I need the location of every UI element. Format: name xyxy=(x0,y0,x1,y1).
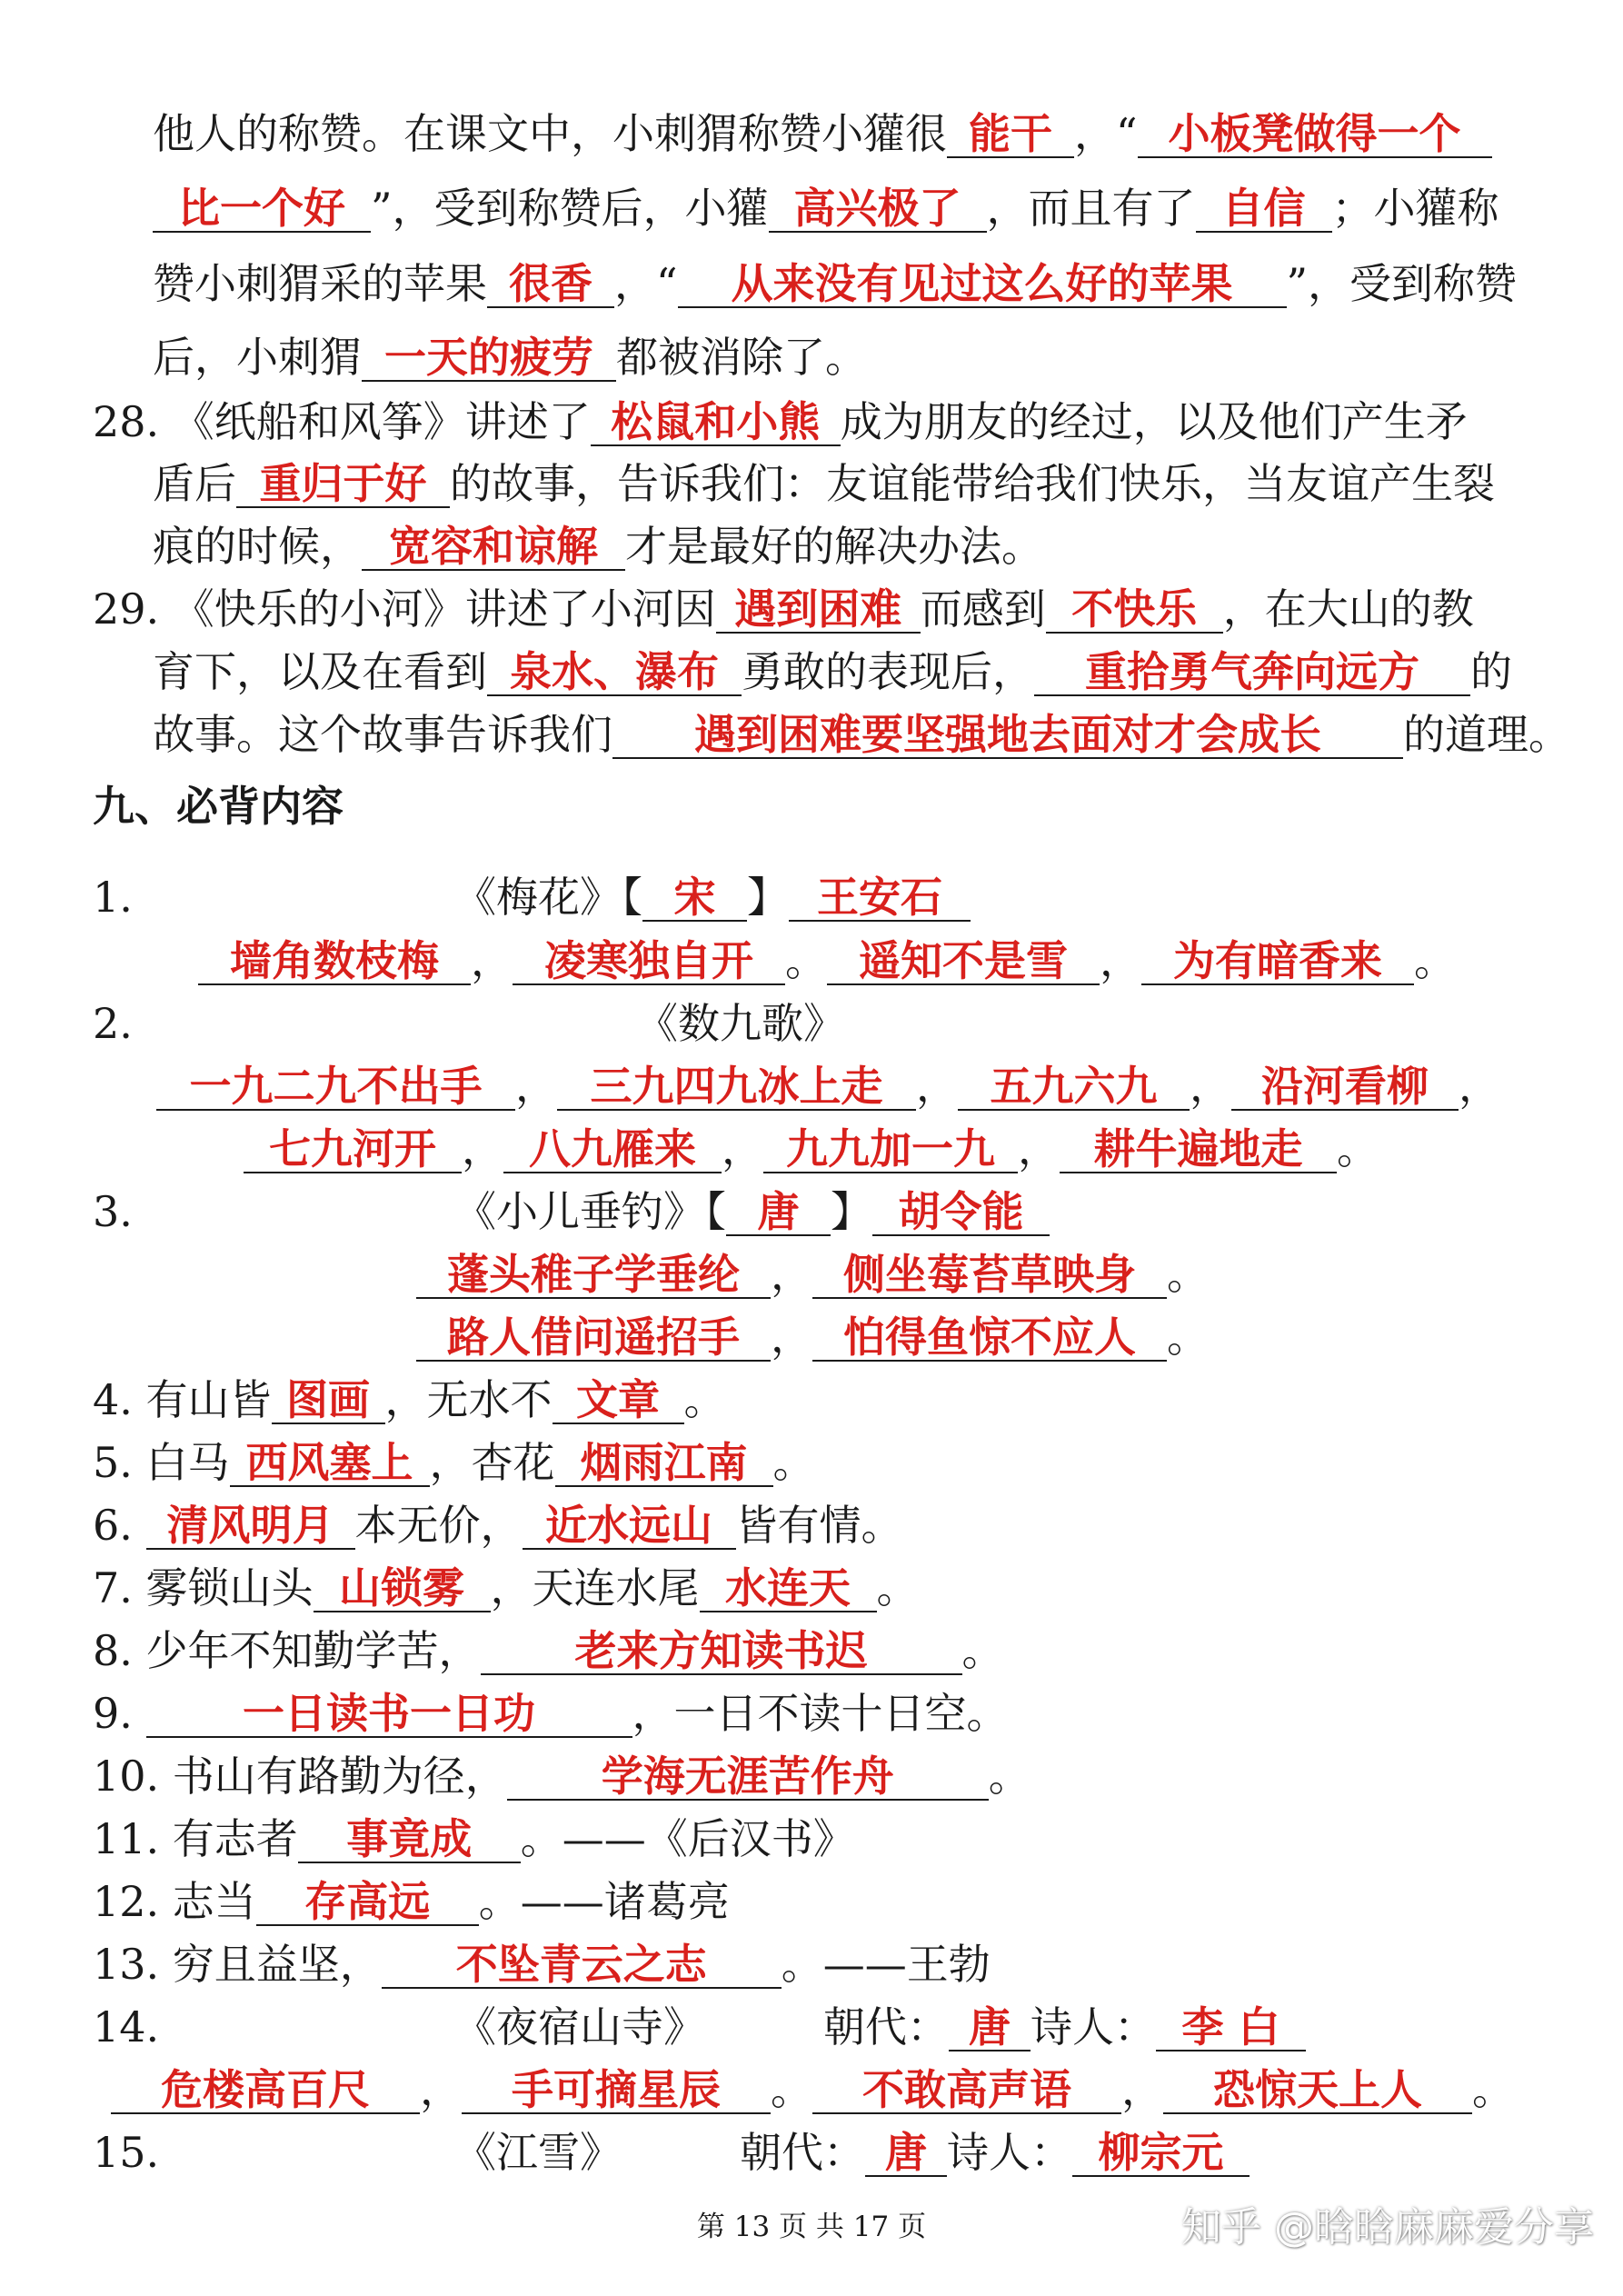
line-text: 11. 有志者 xyxy=(93,1814,298,1863)
line-text: 都被消除了。 xyxy=(616,333,867,382)
answer-blank: 恐惊天上人 xyxy=(1163,2067,1472,2114)
text-line xyxy=(244,1123,1379,1175)
text-line xyxy=(93,2126,159,2179)
answer-blank: 怕得鱼惊不应人 xyxy=(812,1314,1167,1362)
line-text: 12. 志当 xyxy=(93,1877,256,1926)
line-text: 《夜宿山寺》 xyxy=(454,2002,705,2051)
line-text: 。 xyxy=(988,1752,1031,1801)
line-text: 。 xyxy=(876,1563,919,1612)
answer-blank: 小板凳做得一个 xyxy=(1138,111,1492,158)
answer-blank: 烟雨江南 xyxy=(555,1440,773,1487)
line-text: 皆有情。 xyxy=(735,1501,903,1550)
line-text: 5. 白马 xyxy=(93,1438,230,1487)
line-text: 《江雪》 xyxy=(454,2128,622,2177)
line-text: ，而且有了 xyxy=(986,184,1196,233)
text-line xyxy=(93,2001,159,2053)
answer-blank: 比一个好 xyxy=(153,185,371,233)
answer-blank: 遇到困难要坚强地去面对才会成长 xyxy=(612,712,1403,759)
answer-blank: 七九河开 xyxy=(244,1126,462,1173)
line-text: 。 xyxy=(961,1626,1004,1675)
line-text: ， xyxy=(916,1062,958,1111)
text-line xyxy=(93,1938,991,1991)
line-text: 诗人： xyxy=(1031,2002,1156,2051)
answer-blank: 不快乐 xyxy=(1046,586,1223,634)
answer-blank: 泉水、瀑布 xyxy=(487,649,742,696)
answer-blank: 松鼠和小熊 xyxy=(591,399,841,446)
line-text: ；小獾称 xyxy=(1331,184,1499,233)
answer-blank: 山锁雾 xyxy=(314,1565,491,1612)
text-line xyxy=(454,2001,1306,2053)
answer-blank: 自信 xyxy=(1196,185,1332,233)
line-text: ，天连水尾 xyxy=(490,1563,700,1612)
text-line xyxy=(93,1436,815,1489)
answer-blank: 唐 xyxy=(726,1189,831,1236)
text-line xyxy=(156,1060,1500,1113)
line-text: 。 xyxy=(1167,1250,1209,1299)
line-text: ， xyxy=(471,936,513,985)
answer-blank: 老来方知读书迟 xyxy=(481,1628,962,1675)
line-text: 28. 《纸船和风筝》讲述了 xyxy=(93,397,591,446)
answer-blank: 重拾勇气奔向远方 xyxy=(1034,649,1470,696)
line-text: 的 xyxy=(1470,647,1512,696)
line-text: ， xyxy=(771,1313,812,1362)
line-text: ，杏花 xyxy=(429,1438,555,1487)
answer-blank: 近水远山 xyxy=(523,1502,736,1550)
line-text: 育下，以及在看到 xyxy=(153,647,487,696)
answer-blank: 西风塞上 xyxy=(230,1440,430,1487)
answer-blank: 手可摘星辰 xyxy=(462,2067,771,2114)
text-line xyxy=(153,645,1512,698)
line-text: 】 xyxy=(747,873,789,922)
line-text: ，“ xyxy=(1074,109,1138,158)
answer-blank: 八九雁来 xyxy=(503,1126,722,1173)
answer-blank: 文章 xyxy=(553,1377,684,1424)
answer-blank: 水连天 xyxy=(700,1565,877,1612)
line-text: 他人的称赞。在课文中，小刺猬称赞小獾很 xyxy=(153,109,947,158)
answer-blank: 一天的疲劳 xyxy=(362,334,616,382)
line-text: 。 xyxy=(772,1438,815,1487)
line-text: ， xyxy=(1100,936,1141,985)
line-text: ， xyxy=(515,1062,557,1111)
line-text: ”，受到称赞 xyxy=(1286,259,1518,308)
line-text: 。——《后汉书》 xyxy=(520,1814,855,1863)
answer-blank: 很香 xyxy=(487,261,614,308)
line-text: 。 xyxy=(771,2065,812,2114)
text-line xyxy=(454,2126,1250,2179)
line-text: 13. 穷且益坚， xyxy=(93,1940,382,1989)
answer-blank: 耕牛遍地走 xyxy=(1060,1126,1337,1173)
line-text: 故事。这个故事告诉我们 xyxy=(153,710,612,759)
line-text: 朝代： xyxy=(740,2128,865,2177)
text-line xyxy=(93,1875,730,1928)
line-text: 】 xyxy=(831,1187,872,1236)
line-text: ， xyxy=(1018,1124,1060,1173)
line-text: 的道理。 xyxy=(1403,710,1570,759)
line-text: ， xyxy=(771,1250,812,1299)
line-text: 7. 雾锁山头 xyxy=(93,1563,314,1612)
answer-blank: 墙角数枝梅 xyxy=(198,938,471,985)
line-text: 。 xyxy=(1414,936,1456,985)
answer-blank: 不敢高声语 xyxy=(812,2067,1121,2114)
answer-blank: 侧坐莓苔草映身 xyxy=(812,1252,1167,1299)
text-line xyxy=(454,871,971,923)
line-text: 。 xyxy=(1167,1313,1209,1362)
answer-blank: 重归于好 xyxy=(236,461,450,508)
answer-blank: 能干 xyxy=(947,111,1074,158)
text-line xyxy=(93,1499,903,1552)
answer-blank: 蓬头稚子学垂纶 xyxy=(416,1252,771,1299)
text-line xyxy=(93,1562,919,1614)
line-text: 2. xyxy=(93,999,133,1048)
text-line xyxy=(153,182,1499,235)
line-text: 。——诸葛亮 xyxy=(478,1877,730,1926)
line-text: ， xyxy=(462,1124,503,1173)
line-text: 《数九歌》 xyxy=(636,999,845,1048)
line-text: 3. xyxy=(93,1187,133,1236)
line-text: 。 xyxy=(785,936,827,985)
text-line xyxy=(93,1687,1009,1740)
line-text: ，一日不读十日空。 xyxy=(632,1689,1009,1738)
text-line xyxy=(93,1185,133,1238)
line-text: 《小儿垂钓》【 xyxy=(454,1187,726,1236)
line-text: 4. 有山皆 xyxy=(93,1375,272,1424)
answer-blank: 凌寒独自开 xyxy=(513,938,785,985)
line-text: 赞小刺猬采的苹果 xyxy=(153,259,487,308)
line-text: 朝代： xyxy=(823,2002,949,2051)
line-text: 。 xyxy=(683,1375,726,1424)
page-footer: 第 13 页 共 17 页 xyxy=(696,2211,927,2243)
text-line xyxy=(198,934,1456,987)
answer-blank: 危楼高百尺 xyxy=(111,2067,420,2114)
text-line xyxy=(153,257,1517,310)
answer-blank: 图画 xyxy=(272,1377,385,1424)
line-text: 15. xyxy=(93,2128,160,2177)
text-line xyxy=(153,520,1043,573)
line-text: 14. xyxy=(93,2002,160,2051)
line-text: 10. 书山有路勤为径， xyxy=(93,1752,507,1801)
text-line xyxy=(153,708,1570,761)
answer-blank: 存高远 xyxy=(256,1879,479,1926)
line-text: 才是最好的解决办法。 xyxy=(625,522,1043,571)
answer-blank: 唐 xyxy=(865,2130,947,2177)
answer-blank: 清风明月 xyxy=(146,1502,355,1550)
text-line xyxy=(93,1624,1004,1677)
answer-blank: 胡令能 xyxy=(872,1189,1050,1236)
text-line xyxy=(93,1373,726,1426)
line-text: 《梅花》【 xyxy=(454,873,642,922)
answer-blank: 一九二九不出手 xyxy=(156,1063,515,1111)
line-text: ， xyxy=(1190,1062,1231,1111)
line-text: 勇敢的表现后， xyxy=(742,647,1034,696)
line-text: ， xyxy=(1121,2065,1163,2114)
text-line xyxy=(93,997,133,1050)
text-line xyxy=(93,1812,855,1865)
answer-blank: 从来没有见过这么好的苹果 xyxy=(678,261,1287,308)
text-line xyxy=(93,395,1468,448)
text-line xyxy=(416,1248,1209,1301)
text-line xyxy=(111,2063,1514,2116)
text-line xyxy=(93,871,133,923)
line-text: ，“ xyxy=(614,259,678,308)
answer-blank: 为有暗香来 xyxy=(1141,938,1414,985)
answer-blank: 学海无涯苦作舟 xyxy=(507,1753,989,1801)
line-text: 而感到 xyxy=(920,584,1046,634)
line-text: ， xyxy=(420,2065,462,2114)
answer-blank: 柳宗元 xyxy=(1072,2130,1250,2177)
line-text: 。 xyxy=(1472,2065,1514,2114)
text-line xyxy=(153,331,867,384)
answer-blank: 不坠青云之志 xyxy=(382,1942,782,1989)
line-text: 痕的时候， xyxy=(153,522,362,571)
line-text: 9. xyxy=(93,1689,146,1738)
text-line xyxy=(636,997,845,1050)
line-text: ，在大山的教 xyxy=(1222,584,1474,634)
answer-blank: 路人借问遥招手 xyxy=(416,1314,771,1362)
answer-blank: 五九六九 xyxy=(958,1063,1190,1111)
line-text: 的故事，告诉我们：友谊能带给我们快乐，当友谊产生裂 xyxy=(450,459,1495,508)
line-text: 本无价， xyxy=(354,1501,523,1550)
text-line xyxy=(416,1311,1209,1363)
answer-blank: 事竟成 xyxy=(298,1816,521,1863)
answer-blank: 遥知不是雪 xyxy=(827,938,1100,985)
answer-blank: 三九四九冰上走 xyxy=(557,1063,916,1111)
line-text: 29. 《快乐的小河》讲述了小河因 xyxy=(93,584,716,634)
line-text: 成为朋友的经过，以及他们产生矛 xyxy=(840,397,1468,446)
answer-blank: 高兴极了 xyxy=(769,185,987,233)
line-text: ， xyxy=(1459,1062,1500,1111)
line-text: 1. xyxy=(93,873,133,922)
answer-blank: 沿河看柳 xyxy=(1231,1063,1459,1111)
line-text: 后，小刺猬 xyxy=(153,333,362,382)
text-line xyxy=(93,583,1474,635)
text-line xyxy=(153,457,1495,510)
line-text: ”，受到称赞后，小獾 xyxy=(371,184,769,233)
answer-blank: 宋 xyxy=(642,874,747,922)
answer-blank: 王安石 xyxy=(789,874,971,922)
section-heading: 九、必背内容 xyxy=(93,782,344,831)
text-line xyxy=(454,1185,1050,1238)
line-text: 。 xyxy=(1337,1124,1379,1173)
watermark: 知乎 @晗晗麻麻爱分享 xyxy=(1181,2204,1594,2251)
line-text: 。——王勃 xyxy=(781,1940,991,1989)
text-line xyxy=(93,1750,1031,1802)
line-text: 8. 少年不知勤学苦， xyxy=(93,1626,481,1675)
line-text: 诗人： xyxy=(947,2128,1072,2177)
answer-blank: 宽容和谅解 xyxy=(362,524,625,571)
line-text: ，无水不 xyxy=(384,1375,553,1424)
line-text: ， xyxy=(722,1124,763,1173)
answer-blank: 唐 xyxy=(949,2004,1031,2051)
line-text: 6. xyxy=(93,1501,146,1550)
line-text: 盾后 xyxy=(153,459,236,508)
answer-blank: 九九加一九 xyxy=(763,1126,1018,1173)
answer-blank: 遇到困难 xyxy=(716,586,921,634)
answer-blank: 一日读书一日功 xyxy=(146,1691,632,1738)
answer-blank: 李 白 xyxy=(1156,2004,1306,2051)
text-line xyxy=(153,107,1492,160)
